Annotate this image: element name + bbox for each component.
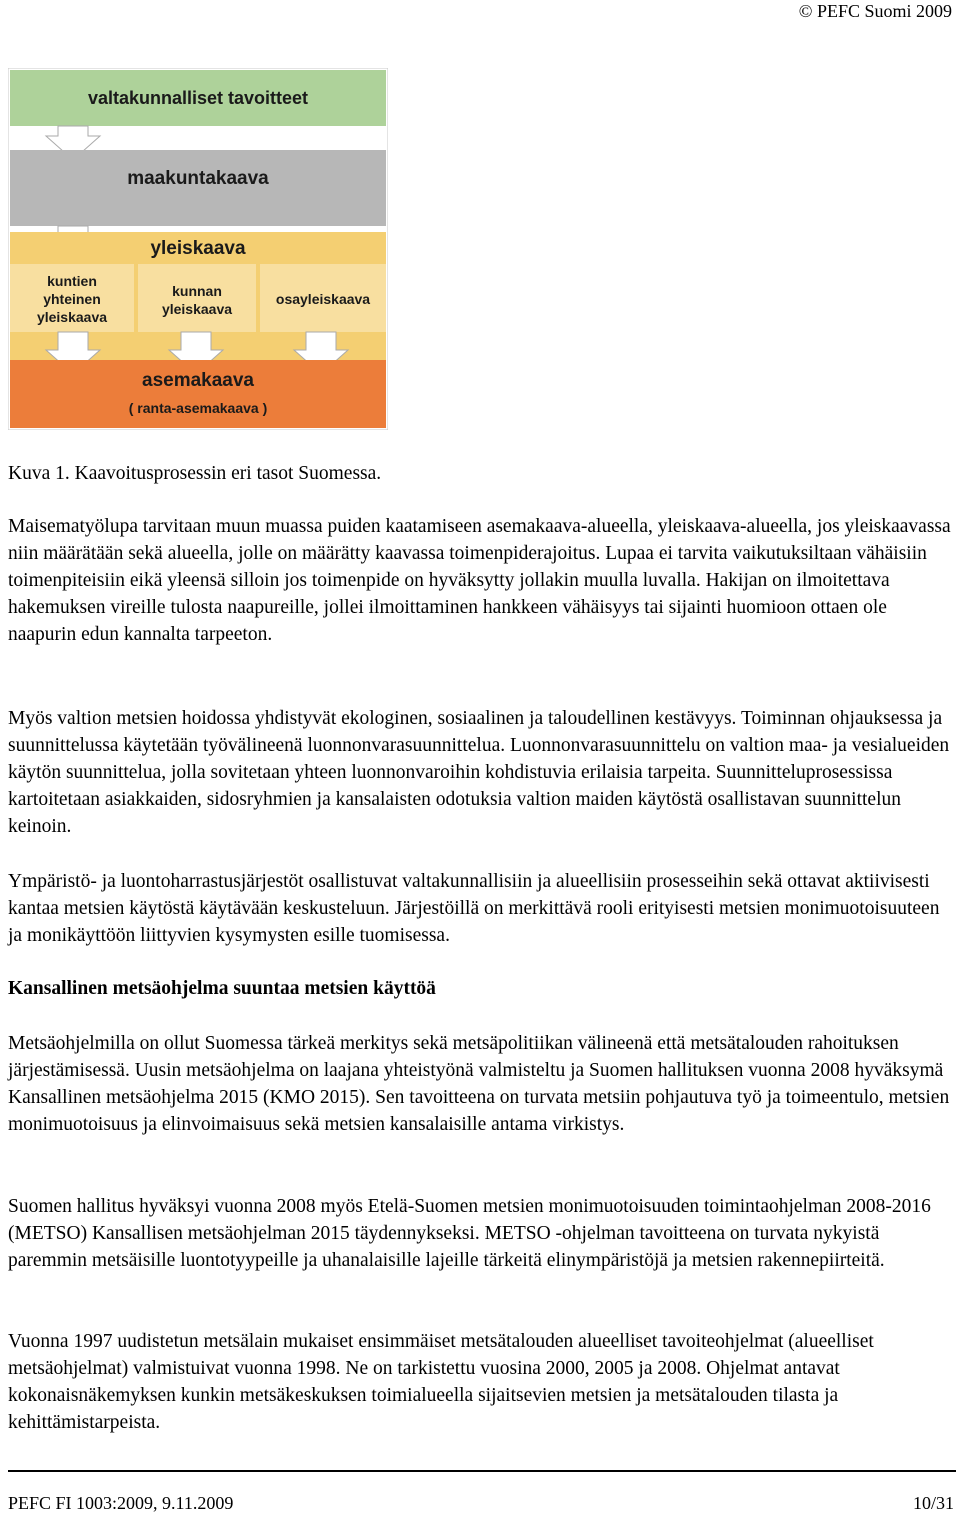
sub-mid-line1: kunnan <box>172 283 222 299</box>
level3-label: yleiskaava <box>150 238 246 259</box>
paragraph-valtion-metsat: Myös valtion metsien hoidossa yhdistyvät ekologinen, sosiaalinen ja taloudellinen kestävyys. Toiminnan ohjauksessa ja suunnittelussa käytetään työvälineenä luonnonvarasuunnittelua. Luonnonvarasuunnittelu on valtion maa- ja vesialueiden käytön suunnittelua, jolla sovitetaan yhteen luonnonvaroihin kohdistuvia erilaisia tarpeita. Suunnitteluprosessissa kartoitetaan asiakkaiden, sidosryhmien ja kansalaisten odotuksia valtion maiden käytöstä osallistavan suunnittelun keinoin. <box>8 708 950 837</box>
planning-levels-svg <box>8 68 388 430</box>
level2-label: maakuntakaava <box>127 168 269 189</box>
page-header-copyright: © PEFC Suomi 2009 <box>798 1 952 21</box>
figure-caption: Kuva 1. Kaavoitusprosessin eri tasot Suomessa. <box>8 463 382 484</box>
sub-left-line2: yhteinen <box>43 291 101 307</box>
paragraph-metsaohjelmat: Metsäohjelmilla on ollut Suomessa tärkeä merkitys sekä metsäpolitiikan välineenä että metsätalouden rahoituksen järjestämisessä. Uusin metsäohjelma on laajana yhteistyönä valmisteltu ja Suomen hallituksen vuonna 2008 hyväksymä Kansallinen metsäohjelma 2015 (KMO 2015). Sen tavoitteena on turvata metsiin pohjautuva työ ja toimeentulo, metsien monimuotoisuus ja elinvoimaisuus sekä metsien kansalaisille antama virkistys. <box>8 1033 950 1135</box>
paragraph-jarjestot: Ympäristö- ja luontoharrastusjärjestöt osallistuvat valtakunnallisiin ja alueellisiin prosesseihin sekä ottavat aktiivisesti kantaa metsien käytöstä käytävään keskusteluun. Järjestöillä on merkittävä rooli erityisesti metsien monimuotoisuuteen ja monikäyttöön liittyvien kysymysten esille tuomisessa. <box>8 871 940 946</box>
level4-note: ( ranta-asemakaava ) <box>128 400 268 416</box>
paragraph-maisematyolupa: Maisematyölupa tarvitaan muun muassa puiden kaatamiseen asemakaava-alueella, yleiskaava-alueella, jos yleiskaavassa niin määrätään sekä alueella, jolle on määrätty kaavassa toimenpiderajoitus. Lupaa ei tarvita vaikutuksiltaan vähäisiin toimenpiteisiin eikä yleensä silloin jos toimenpide on hyväksytty jollakin muulla luvalla. Hakijan on ilmoitettava hakemuksen vireille tulosta naapureille, jollei ilmoittaminen hankkeen vähäisyys tai sijainti huomioon ottaen ole naapurin edun kannalta tarpeeton. <box>8 516 951 645</box>
sub-right-label: osayleiskaava <box>275 291 371 307</box>
sub-left-line3: yleiskaava <box>36 309 108 325</box>
footer-divider <box>8 1470 956 1472</box>
paragraph-alueelliset: Vuonna 1997 uudistetun metsälain mukaiset ensimmäiset metsätalouden alueelliset tavoiteohjelmat (alueelliset metsäohjelmat) valmistuivat vuonna 1998. Ne on tarkistettu vuosina 2000, 2005 ja 2008. Ohjelmat antavat kokonaisnäkemyksen kunkin metsäkeskuksen toimialueella sijaitsevien metsien ja metsätalouden tilasta ja kehittämistarpeista. <box>8 1331 874 1433</box>
level4-label: asemakaava <box>142 370 254 391</box>
paragraph-metso: Suomen hallitus hyväksyi vuonna 2008 myös Etelä-Suomen metsien monimuotoisuuden toimintaohjelman 2008-2016 (METSO) Kansallisen metsäohjelman 2015 täydennykseksi. METSO -ohjelman tavoitteena on turvata nykyistä paremmin metsäisille luontotyypeille ja uhanalaisille lajeille tärkeitä elinympäristöjä ja metsien rakennepiirteitä. <box>8 1196 931 1271</box>
planning-levels-diagram <box>8 68 388 430</box>
level1-label: valtakunnalliset tavoitteet <box>87 88 309 108</box>
sub-mid-line2: yleiskaava <box>161 301 233 317</box>
section-heading: Kansallinen metsäohjelma suuntaa metsien käyttöä <box>8 978 436 999</box>
footer-document-id: PEFC FI 1003:2009, 9.11.2009 <box>8 1493 234 1513</box>
sub-left-line1: kuntien <box>47 273 97 289</box>
footer-page-number: 10/31 <box>912 1493 954 1513</box>
